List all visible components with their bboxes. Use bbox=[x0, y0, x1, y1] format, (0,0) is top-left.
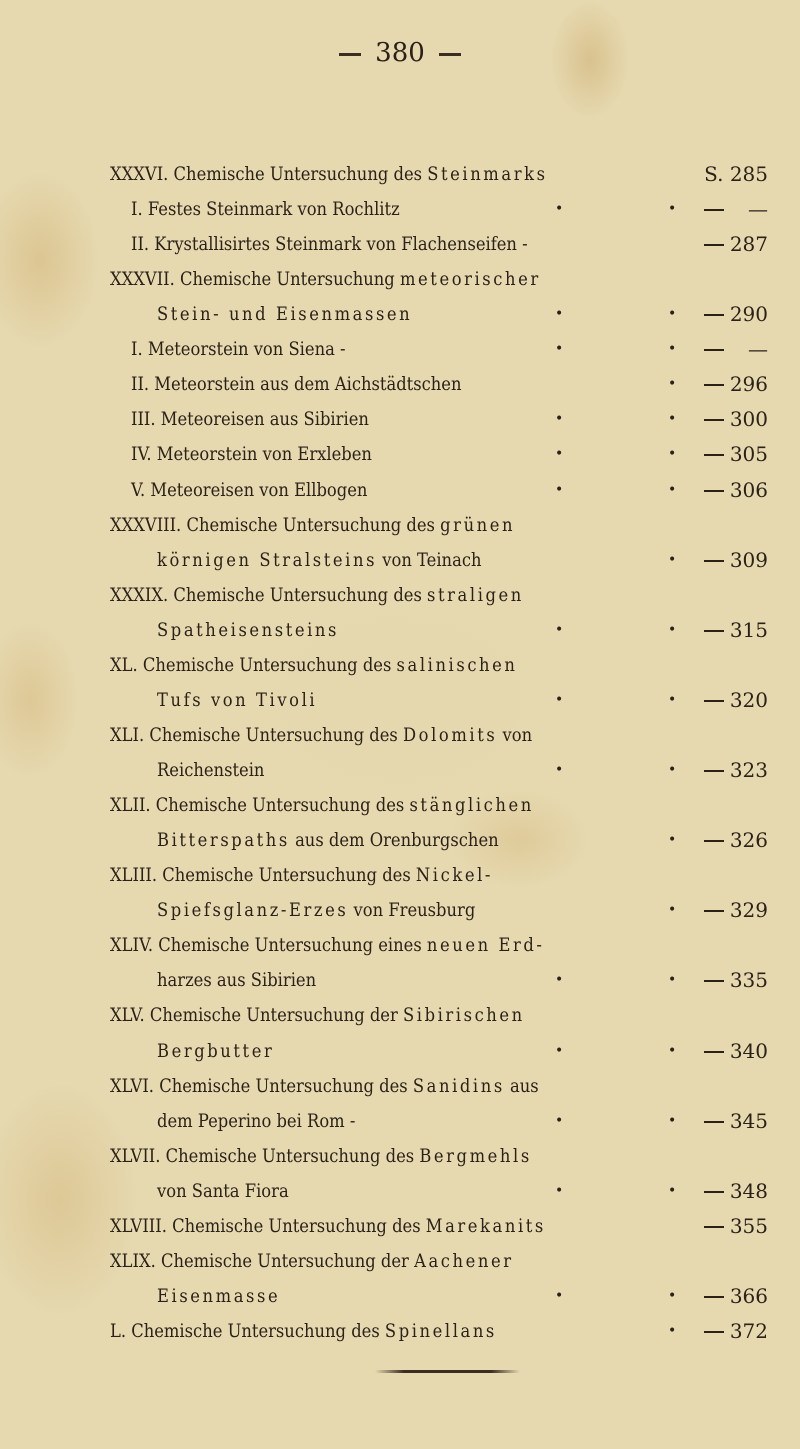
toc-entry bbox=[0, 192, 800, 227]
leader-dash bbox=[704, 630, 724, 632]
toc-entry bbox=[0, 367, 800, 402]
toc-entry-title bbox=[110, 1139, 532, 1174]
title-part: XLIII. Chemische Untersuchung des bbox=[110, 864, 416, 887]
toc-entry-title bbox=[157, 1279, 280, 1314]
leader-dash bbox=[704, 770, 724, 772]
toc-entry bbox=[0, 1069, 800, 1104]
leader-dot: • bbox=[668, 1042, 677, 1059]
leader-dot: • bbox=[555, 411, 564, 428]
title-part: von bbox=[497, 723, 533, 746]
toc-entry-title bbox=[110, 578, 524, 613]
toc-entry bbox=[0, 648, 800, 683]
title-part: V. Meteoreisen von Ellbogen bbox=[131, 478, 368, 501]
leader-dot: • bbox=[668, 481, 677, 498]
page-reference: 290 bbox=[729, 302, 768, 327]
title-part: XXXVIII. Chemische Untersuchung des bbox=[110, 513, 441, 536]
toc-entry-title bbox=[131, 192, 400, 227]
toc-entry bbox=[0, 718, 800, 753]
toc-entry-title bbox=[157, 683, 317, 718]
title-part: XLVI. Chemische Untersuchung des bbox=[110, 1074, 413, 1097]
leader-dot: • bbox=[555, 621, 564, 638]
toc-entry-title bbox=[110, 1069, 539, 1104]
leader-dot: • bbox=[668, 306, 677, 323]
leader-dash bbox=[704, 1191, 724, 1193]
leader-dot: • bbox=[555, 1287, 564, 1304]
closing-rule-ornament bbox=[375, 1370, 520, 1373]
leader-dash bbox=[704, 419, 724, 421]
page-reference: 329 bbox=[729, 898, 768, 923]
toc-entry-title bbox=[110, 648, 518, 683]
title-part: Stein- und Eisenmassen bbox=[157, 303, 413, 326]
leader-dot: • bbox=[555, 1182, 564, 1199]
leader-dot: • bbox=[668, 341, 677, 358]
leader-dash bbox=[704, 980, 724, 982]
leader-dot: • bbox=[555, 446, 564, 463]
toc-entry-title bbox=[157, 963, 316, 998]
title-part: straligen bbox=[427, 583, 524, 606]
dash-ornament bbox=[439, 53, 461, 56]
toc-entry bbox=[0, 508, 800, 543]
leader-dot: • bbox=[668, 446, 677, 463]
title-part: grünen bbox=[440, 513, 516, 536]
leader-dot: • bbox=[555, 1042, 564, 1059]
title-part: Steinmarks bbox=[427, 163, 548, 185]
title-part: IV. Meteorstein von Erxleben bbox=[131, 443, 372, 466]
toc-entry-title bbox=[131, 332, 346, 367]
leader-dash bbox=[704, 1226, 724, 1228]
title-part: körnigen Stralsteins bbox=[157, 548, 378, 571]
leader-dot: • bbox=[555, 201, 564, 218]
page-reference: 300 bbox=[729, 407, 768, 432]
toc-entry bbox=[0, 753, 800, 788]
page-reference: 366 bbox=[729, 1283, 768, 1308]
title-part: XLII. Chemische Untersuchung des bbox=[110, 794, 410, 817]
title-part: Sanidins bbox=[412, 1074, 505, 1097]
toc-entry-title bbox=[110, 508, 515, 543]
toc-entry-title bbox=[110, 157, 548, 192]
toc-entry bbox=[0, 1034, 800, 1069]
toc-entry-title bbox=[110, 1314, 497, 1349]
toc-entry bbox=[0, 578, 800, 613]
leader-dot: • bbox=[555, 691, 564, 708]
title-part: salinischen bbox=[396, 653, 518, 676]
leader-dot: • bbox=[668, 1287, 677, 1304]
toc-entry-title bbox=[110, 858, 493, 893]
toc-entry-title bbox=[157, 753, 264, 788]
title-part: von Santa Fiora bbox=[157, 1179, 289, 1202]
toc-entry-title bbox=[110, 788, 534, 823]
toc-entry-title bbox=[110, 262, 541, 297]
toc-entry bbox=[0, 1104, 800, 1139]
leader-dot: • bbox=[668, 691, 677, 708]
leader-dash bbox=[704, 910, 724, 912]
leader-dash bbox=[704, 384, 724, 386]
toc-entry-title bbox=[157, 1034, 274, 1069]
toc-entry-title bbox=[131, 227, 528, 262]
page-reference: — bbox=[748, 337, 768, 362]
toc-entry bbox=[0, 262, 800, 297]
page-reference: 305 bbox=[729, 442, 768, 467]
toc-entry bbox=[0, 473, 800, 508]
toc-entry-title bbox=[157, 297, 412, 332]
toc-entry bbox=[0, 823, 800, 858]
toc-entry-title bbox=[110, 928, 545, 963]
title-part: von Teinach bbox=[377, 548, 482, 571]
page-reference: 340 bbox=[729, 1038, 768, 1063]
page-reference: 323 bbox=[729, 758, 768, 783]
page-reference: — bbox=[748, 197, 768, 222]
page-reference: 315 bbox=[729, 617, 768, 642]
leader-dot: • bbox=[668, 1182, 677, 1199]
toc-entry bbox=[0, 1279, 800, 1314]
toc-entry-title bbox=[157, 1174, 289, 1209]
toc-entry-title bbox=[157, 543, 482, 578]
leader-dash bbox=[704, 1121, 724, 1123]
toc-entry bbox=[0, 297, 800, 332]
title-part: Tufs von Tivoli bbox=[157, 688, 318, 711]
title-part: Marekanits bbox=[425, 1214, 546, 1237]
toc-entry-title bbox=[157, 893, 475, 928]
title-part: Bitterspaths bbox=[157, 829, 290, 852]
leader-dash bbox=[704, 314, 724, 316]
toc-entry-title bbox=[157, 1104, 355, 1139]
toc-entry-title bbox=[131, 437, 372, 472]
toc-entry-title bbox=[131, 402, 369, 437]
toc-entry-title bbox=[110, 718, 532, 753]
toc-entry bbox=[0, 963, 800, 998]
toc-entry bbox=[0, 613, 800, 648]
page-number bbox=[0, 38, 800, 68]
leader-dot: • bbox=[555, 1112, 564, 1129]
title-part: Nickel- bbox=[415, 864, 493, 887]
leader-dot: • bbox=[555, 762, 564, 779]
title-part: Dolomits bbox=[403, 723, 498, 746]
page-number-text: 380 bbox=[375, 38, 425, 68]
title-part: stänglichen bbox=[409, 794, 534, 817]
leader-dot: • bbox=[668, 902, 677, 919]
title-part: Sibirischen bbox=[402, 1004, 525, 1027]
leader-dot: • bbox=[668, 972, 677, 989]
page-reference: 345 bbox=[729, 1108, 768, 1133]
leader-dot: • bbox=[555, 972, 564, 989]
toc-entry-title bbox=[110, 1244, 514, 1279]
toc-entry bbox=[0, 683, 800, 718]
leader-dash bbox=[704, 209, 724, 211]
toc-entry-title bbox=[131, 473, 367, 508]
title-part: meteorischer bbox=[399, 268, 541, 291]
title-part: neuen Erd- bbox=[426, 934, 545, 957]
leader-dot: • bbox=[668, 832, 677, 849]
title-part: XXXIX. Chemische Untersuchung des bbox=[110, 583, 428, 606]
title-part: Aachener bbox=[414, 1249, 514, 1272]
page-reference: 326 bbox=[729, 828, 768, 853]
leader-dash bbox=[704, 490, 724, 492]
leader-dash bbox=[704, 349, 724, 351]
leader-dash bbox=[704, 244, 724, 246]
toc-entry bbox=[0, 402, 800, 437]
leader-dot: • bbox=[668, 621, 677, 638]
title-part: XXXVI. bbox=[110, 163, 174, 185]
toc-entry bbox=[0, 893, 800, 928]
leader-dash bbox=[704, 1051, 724, 1053]
toc-entry-title bbox=[110, 1209, 546, 1244]
title-part: Spatheisensteins bbox=[157, 618, 339, 641]
leader-dot: • bbox=[668, 201, 677, 218]
leader-dot: • bbox=[668, 1322, 677, 1339]
title-part: dem Peperino bei Rom - bbox=[157, 1109, 356, 1132]
page-reference: 309 bbox=[729, 547, 768, 572]
toc-entry bbox=[0, 928, 800, 963]
page-reference: 306 bbox=[729, 477, 768, 502]
toc-entry bbox=[0, 1174, 800, 1209]
title-part: Reichenstein bbox=[157, 759, 265, 782]
toc-entry bbox=[0, 332, 800, 367]
toc-entry bbox=[0, 227, 800, 262]
toc-entry bbox=[0, 543, 800, 578]
toc-entry-title bbox=[157, 613, 339, 648]
title-part: Bergmehls bbox=[419, 1144, 532, 1167]
toc-entry bbox=[0, 858, 800, 893]
title-part: I. Meteorstein von Siena - bbox=[131, 338, 346, 361]
toc-entry bbox=[0, 998, 800, 1033]
leader-dot: • bbox=[668, 376, 677, 393]
page-reference: 348 bbox=[729, 1178, 768, 1203]
title-part: II. Krystallisirtes Steinmark von Flachenseifen - bbox=[131, 233, 528, 256]
title-part: von Freusburg bbox=[348, 899, 476, 922]
leader-dot: • bbox=[668, 551, 677, 568]
toc-entry-title bbox=[110, 998, 525, 1033]
title-part: XLIV. Chemische Untersuchung eines bbox=[110, 934, 427, 957]
title-part: harzes aus Sibirien bbox=[157, 969, 317, 992]
leader-dot: • bbox=[668, 411, 677, 428]
leader-dot: • bbox=[555, 341, 564, 358]
title-part: XL. Chemische Untersuchung des bbox=[110, 653, 397, 676]
dash-ornament bbox=[339, 53, 361, 56]
leader-dot: • bbox=[555, 306, 564, 323]
leader-dash bbox=[704, 700, 724, 702]
leader-dot: • bbox=[555, 481, 564, 498]
leader-dash bbox=[704, 1296, 724, 1298]
title-part: XLI. Chemische Untersuchung des bbox=[110, 723, 404, 746]
title-part: Spiefsglanz-Erzes bbox=[157, 899, 349, 922]
title-part: aus dem Orenburgschen bbox=[289, 829, 499, 852]
toc-entry-title bbox=[131, 367, 461, 402]
title-part: Bergbutter bbox=[157, 1039, 275, 1062]
toc-entry bbox=[0, 1314, 800, 1349]
title-part: III. Meteoreisen aus Sibirien bbox=[131, 408, 369, 431]
leader-dot: • bbox=[668, 1112, 677, 1129]
toc-entry-title bbox=[157, 823, 499, 858]
leader-dash bbox=[704, 560, 724, 562]
leader-dot: • bbox=[668, 762, 677, 779]
toc-entry bbox=[0, 1244, 800, 1279]
page-reference: 320 bbox=[729, 687, 768, 712]
title-part: XLVIII. Chemische Untersuchung des bbox=[110, 1214, 426, 1237]
title-part: II. Meteorstein aus dem Aichstädtschen bbox=[131, 373, 462, 396]
toc-entry bbox=[0, 1209, 800, 1244]
toc-entry bbox=[0, 157, 800, 192]
title-part: I. Festes Steinmark von Rochlitz bbox=[131, 198, 400, 221]
page-reference: 335 bbox=[729, 968, 768, 993]
toc-entry bbox=[0, 437, 800, 472]
page-reference: S. 285 bbox=[704, 162, 768, 186]
leader-dash bbox=[704, 1331, 724, 1333]
page-reference: 355 bbox=[729, 1213, 768, 1238]
title-part: aus bbox=[504, 1074, 539, 1097]
page-reference: 372 bbox=[729, 1318, 768, 1343]
toc-entry bbox=[0, 1139, 800, 1174]
title-part: XLVII. Chemische Untersuchung des bbox=[110, 1144, 420, 1167]
page-reference: 287 bbox=[729, 232, 768, 257]
title-part: Eisenmasse bbox=[157, 1284, 281, 1307]
title-part: Spinellans bbox=[384, 1319, 497, 1342]
page-reference: 296 bbox=[729, 372, 768, 397]
title-part: XXXVII. Chemische Untersuchung bbox=[110, 268, 400, 291]
toc-entry bbox=[0, 788, 800, 823]
title-part: Chemische Untersuchung des bbox=[173, 163, 428, 185]
leader-dash bbox=[704, 454, 724, 456]
title-part: XLV. Chemische Untersuchung der bbox=[110, 1004, 403, 1027]
title-part: XLIX. Chemische Untersuchung der bbox=[110, 1249, 415, 1272]
leader-dash bbox=[704, 840, 724, 842]
title-part: L. Chemische Untersuchung des bbox=[110, 1319, 385, 1342]
